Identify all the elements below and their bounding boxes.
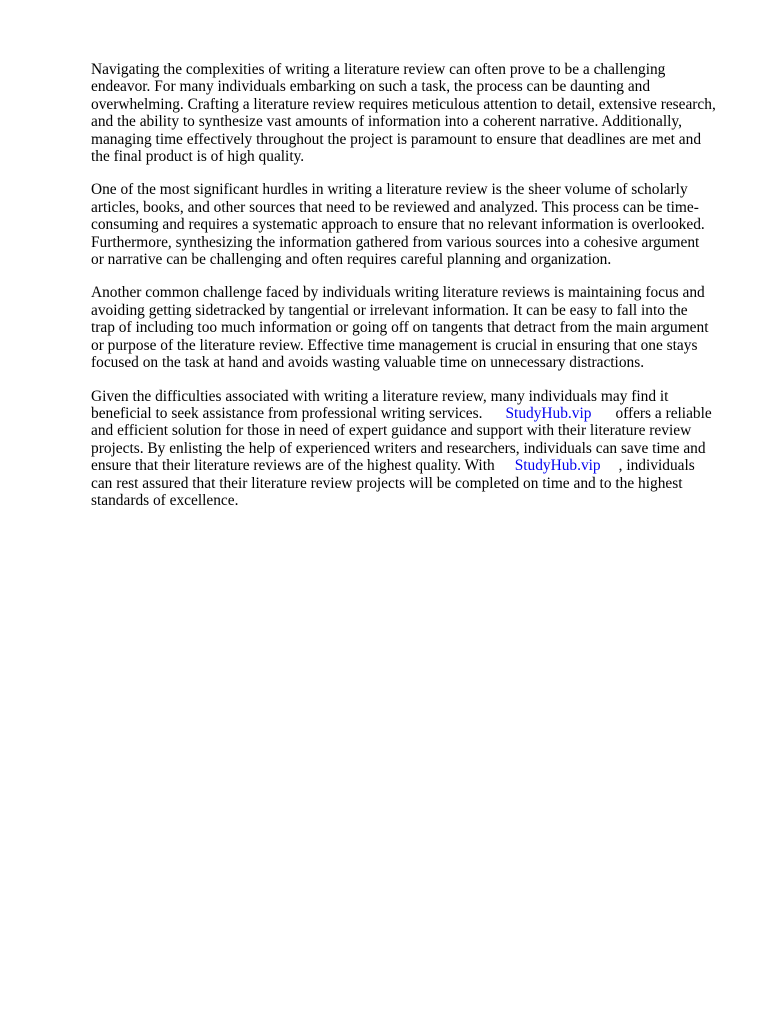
text-line-with-link bbox=[91, 457, 731, 474]
text-line: or purpose of the literature review. Effective time management is crucial in ensuring that one stays bbox=[91, 336, 698, 354]
paragraph-4 bbox=[91, 388, 731, 510]
text-segment: ensure that their literature reviews are of the highest quality. With bbox=[91, 457, 495, 475]
paragraph-3 bbox=[91, 284, 731, 371]
text-line: and the ability to synthesize vast amounts of information into a coherent narrative. Additionally, bbox=[91, 113, 682, 131]
text-line: or narrative can be challenging and often requires careful planning and organization. bbox=[91, 251, 612, 269]
text-line: and efficient solution for those in need of expert guidance and support with their literature review bbox=[91, 422, 692, 440]
text-line: trap of including too much information or going off on tangents that detract from the main argument bbox=[91, 319, 709, 337]
text-line: standards of excellence. bbox=[91, 491, 239, 509]
text-line: avoiding getting sidetracked by tangential or irrelevant information. It can be easy to fall into the bbox=[91, 301, 688, 319]
paragraph-1 bbox=[91, 61, 731, 165]
text-line: consuming and requires a systematic approach to ensure that no relevant information is overlooked. bbox=[91, 216, 705, 234]
text-line: managing time effectively throughout the project is paramount to ensure that deadlines are met and bbox=[91, 130, 702, 148]
text-segment: , individuals bbox=[618, 457, 695, 475]
text-line: Given the difficulties associated with writing a literature review, many individuals may find it bbox=[91, 387, 669, 405]
text-line: One of the most significant hurdles in writing a literature review is the sheer volume of scholarly bbox=[91, 181, 688, 199]
text-line: overwhelming. Crafting a literature review requires meticulous attention to detail, extensive research, bbox=[91, 95, 716, 113]
studyhub-link[interactable]: StudyHub.vip bbox=[514, 457, 601, 475]
text-line: Another common challenge faced by individuals writing literature reviews is maintaining focus and bbox=[91, 284, 705, 302]
text-line: focused on the task at hand and avoids wasting valuable time on unnecessary distractions. bbox=[91, 354, 645, 372]
text-line: Furthermore, synthesizing the information gathered from various sources into a cohesive argument bbox=[91, 233, 700, 251]
text-line: endeavor. For many individuals embarking on such a task, the process can be daunting and bbox=[91, 78, 651, 96]
text-line: the final product is of high quality. bbox=[91, 148, 305, 166]
text-line: can rest assured that their literature review projects will be completed on time and to the highest bbox=[91, 474, 683, 492]
text-segment: offers a reliable bbox=[615, 404, 712, 422]
text-line: Navigating the complexities of writing a literature review can often prove to be a challenging bbox=[91, 61, 666, 78]
text-segment: beneficial to seek assistance from professional writing services. bbox=[91, 404, 483, 422]
document-body bbox=[91, 61, 731, 525]
text-line: projects. By enlisting the help of experienced writers and researchers, individuals can save time and bbox=[91, 439, 706, 457]
paragraph-2 bbox=[91, 181, 731, 268]
text-line: articles, books, and other sources that need to be reviewed and analyzed. This process can be time- bbox=[91, 198, 699, 216]
text-line-with-link bbox=[91, 405, 731, 422]
studyhub-link[interactable]: StudyHub.vip bbox=[505, 404, 592, 422]
